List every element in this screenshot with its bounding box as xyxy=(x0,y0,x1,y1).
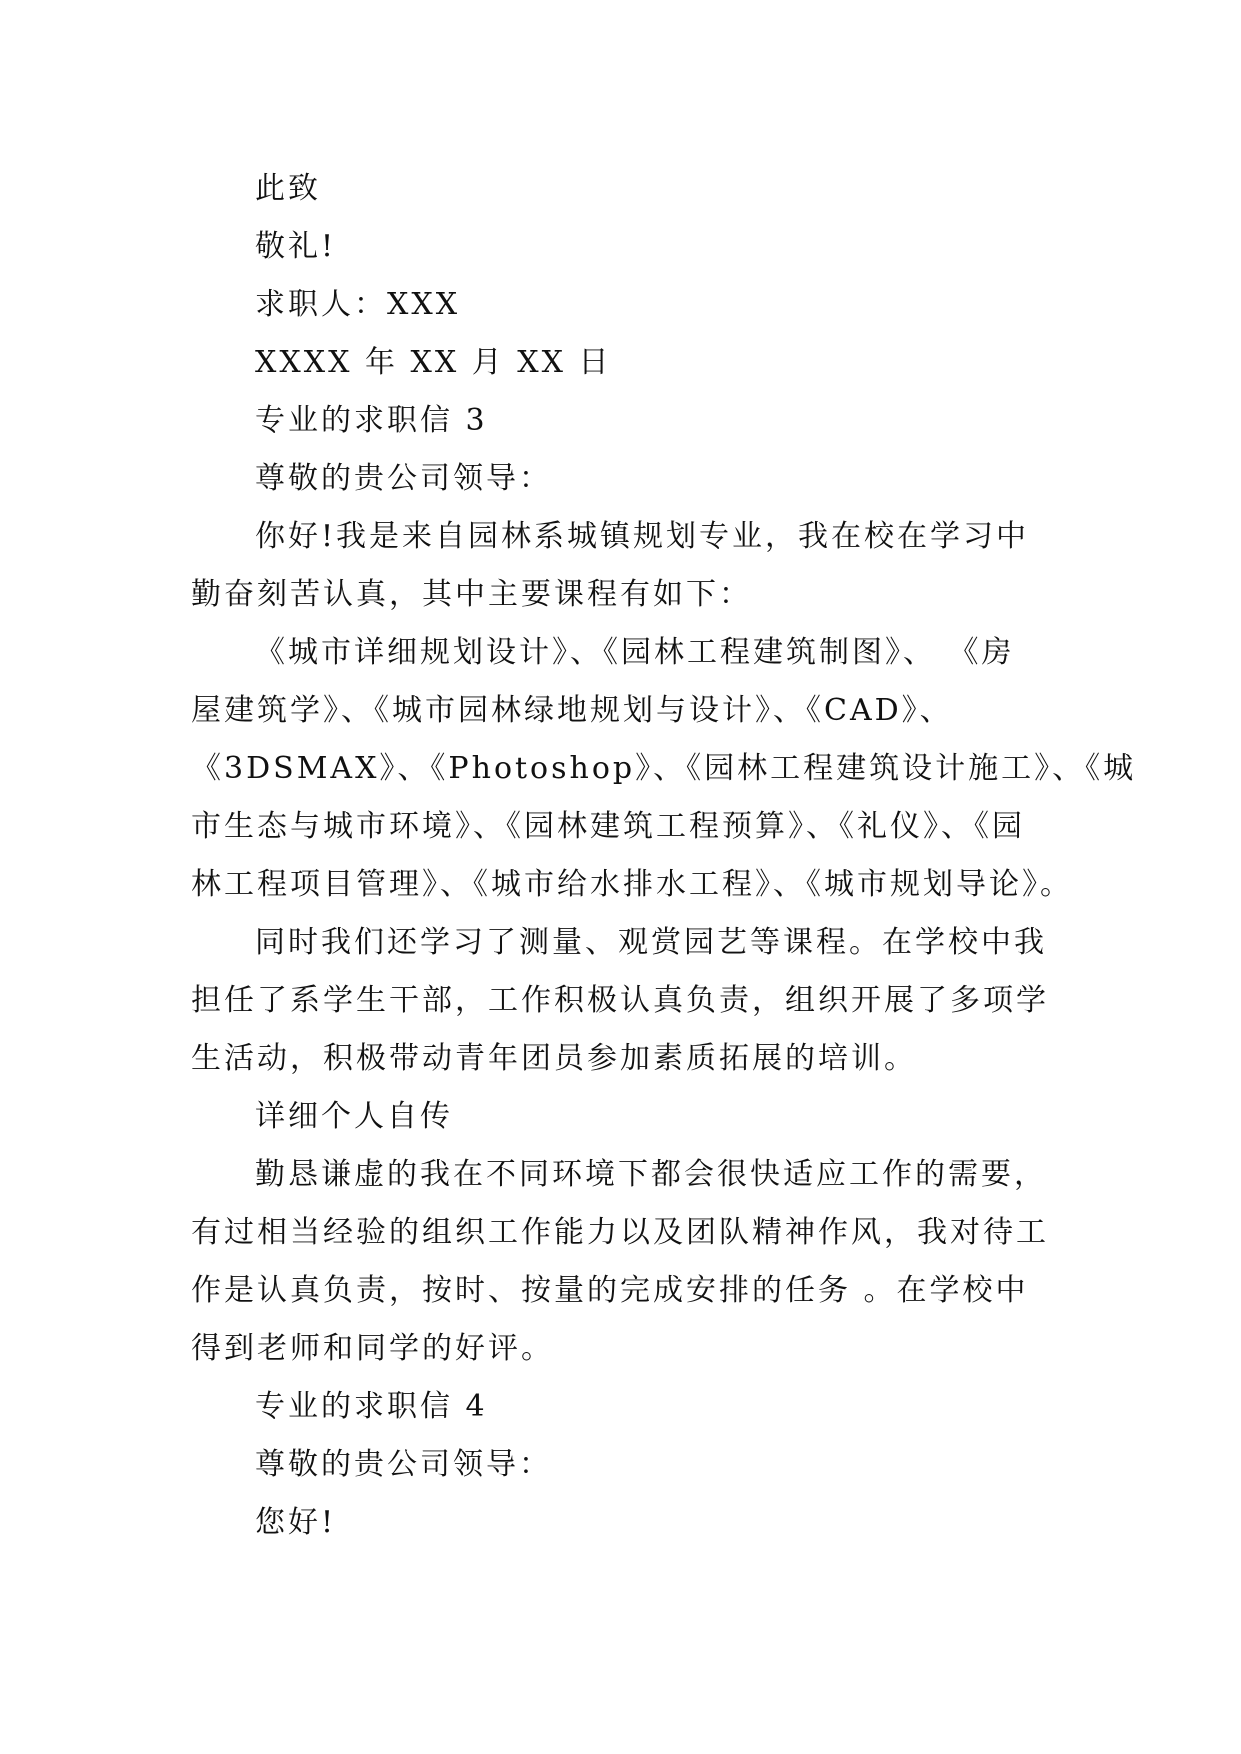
letter-3-bio-paragraph xyxy=(191,1146,1051,1378)
letter-3-title: 专业的求职信 3 xyxy=(255,403,488,438)
paragraph-line: 《3DSMAX》、《Photoshop》、《园林工程建筑设计施工》、《城 xyxy=(191,751,1137,786)
paragraph-line: 林工程项目管理》、《城市给水排水工程》、《城市规划导论》。 xyxy=(191,867,1073,902)
paragraph-line: 《城市详细规划设计》、《园林工程建筑制图》、 《房 xyxy=(255,635,1015,670)
applicant-signature: 求职人：XXX xyxy=(255,287,461,322)
signature-date: XXXX 年 XX 月 XX 日 xyxy=(255,345,612,380)
paragraph-line: 你好!我是来自园林系城镇规划专业，我在校在学习中 xyxy=(255,519,1030,554)
closing-line-1: 此致 xyxy=(255,171,321,206)
letter-4-greeting: 您好! xyxy=(255,1505,337,1540)
paragraph-line: 勤奋刻苦认真，其中主要课程有如下： xyxy=(191,577,752,612)
closing-line-2: 敬礼! xyxy=(255,229,337,264)
paragraph-line: 作是认真负责，按时、按量的完成安排的任务 。在学校中 xyxy=(191,1273,1029,1308)
letter-3-salutation: 尊敬的贵公司领导： xyxy=(255,461,552,496)
letter-4-title: 专业的求职信 4 xyxy=(255,1389,488,1424)
paragraph-line: 屋建筑学》、《城市园林绿地规划与设计》、《CAD》、 xyxy=(191,693,953,728)
paragraph-line: 同时我们还学习了测量、观赏园艺等课程。在学校中我 xyxy=(255,925,1047,960)
paragraph-line: 市生态与城市环境》、《园林建筑工程预算》、《礼仪》、《园 xyxy=(191,809,1025,844)
paragraph-line: 得到老师和同学的好评。 xyxy=(191,1331,554,1366)
paragraph-line: 有过相当经验的组织工作能力以及团队精神作风，我对待工 xyxy=(191,1215,1049,1250)
document-body xyxy=(191,160,1137,1552)
paragraph-line: 勤恳谦虚的我在不同环境下都会很快适应工作的需要， xyxy=(255,1157,1047,1192)
letter-3-activities-paragraph xyxy=(191,914,1051,1088)
letter-3-courses-paragraph xyxy=(191,624,1137,914)
letter-3-intro-paragraph xyxy=(191,508,1051,624)
bio-heading: 详细个人自传 xyxy=(255,1099,453,1134)
letter-4-salutation: 尊敬的贵公司领导： xyxy=(255,1447,552,1482)
paragraph-line: 生活动，积极带动青年团员参加素质拓展的培训。 xyxy=(191,1041,917,1076)
paragraph-line: 担任了系学生干部，工作积极认真负责，组织开展了多项学 xyxy=(191,983,1049,1018)
